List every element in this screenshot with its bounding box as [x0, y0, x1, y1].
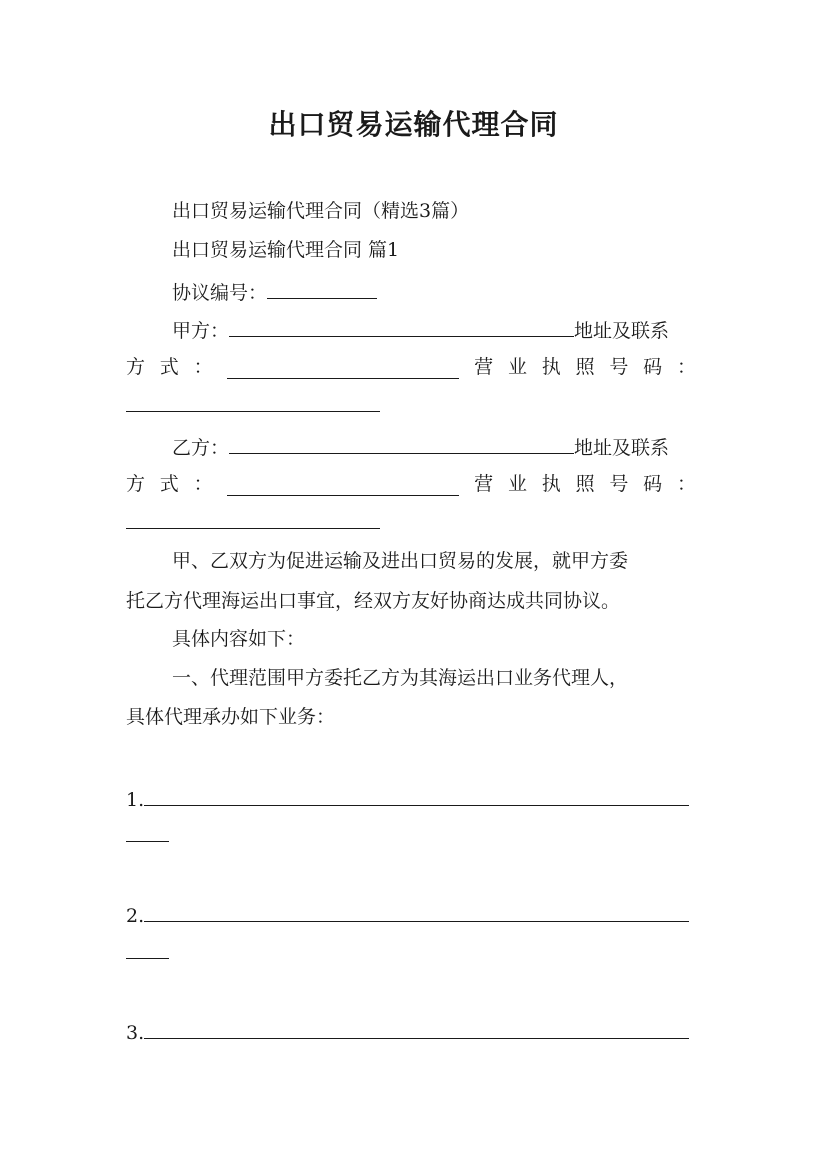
license-char: 执 [541, 356, 561, 378]
item-1-blank-continued [126, 841, 169, 842]
paragraph-line: 甲、乙双方为促进运输及进出口贸易的发展，就甲方委 [172, 550, 629, 572]
contact-char: ： [193, 356, 213, 378]
contact-char: 方 [126, 473, 146, 495]
party-b-blank [229, 433, 574, 454]
agreement-number-blank [267, 278, 377, 299]
item-3-row [126, 1018, 689, 1045]
document-title: 出口贸易运输代理合同 [268, 108, 559, 141]
party-b-label: 乙方： [172, 437, 230, 459]
contact-char: 式 [159, 356, 179, 378]
license-char: 号 [609, 356, 629, 378]
party-b-contact-blank [227, 475, 459, 496]
item-3-number: 3. [126, 1022, 145, 1044]
contact-char: 方 [126, 356, 146, 378]
license-char: 执 [541, 473, 561, 495]
clause-line: 一、代理范围甲方委托乙方为其海运出口业务代理人， [172, 667, 629, 689]
part-heading: 出口贸易运输代理合同 篇1 [172, 239, 400, 261]
license-char: 营 [474, 473, 494, 495]
item-2-row [126, 901, 689, 928]
item-1-row [126, 785, 689, 812]
license-char: 号 [609, 473, 629, 495]
license-char: ： [676, 473, 696, 495]
party-b-contact-row [126, 472, 696, 496]
party-b-address-contact: 地址及联系 [574, 437, 670, 459]
license-char: 业 [507, 356, 527, 378]
license-char: 照 [575, 356, 595, 378]
party-b-license-blank [126, 528, 380, 529]
contact-char: 式 [159, 473, 179, 495]
party-a-row [172, 316, 669, 343]
license-char: 照 [575, 473, 595, 495]
party-a-label: 甲方： [172, 320, 230, 342]
subtitle: 出口贸易运输代理合同（精选3篇） [172, 200, 470, 222]
paragraph: 具体内容如下： [172, 628, 306, 650]
party-a-license-blank [126, 411, 380, 412]
agreement-number-label: 协议编号： [172, 282, 268, 304]
paragraph-line: 托乙方代理海运出口事宜，经双方友好协商达成共同协议。 [126, 590, 621, 612]
license-char: 营 [474, 356, 494, 378]
agreement-number-row [172, 278, 377, 305]
item-1-blank [144, 785, 689, 806]
contact-char: ： [193, 473, 213, 495]
license-char: 码 [643, 356, 663, 378]
item-2-blank [144, 901, 689, 922]
party-a-contact-row [126, 355, 696, 379]
license-char: 业 [507, 473, 527, 495]
item-2-number: 2. [126, 905, 145, 927]
item-1-number: 1. [126, 789, 145, 811]
party-a-address-contact: 地址及联系 [574, 320, 670, 342]
license-char: ： [676, 356, 696, 378]
item-2-blank-continued [126, 958, 169, 959]
party-a-blank [229, 316, 574, 337]
item-3-blank [144, 1018, 689, 1039]
license-char: 码 [643, 473, 663, 495]
party-a-contact-blank [227, 358, 459, 379]
party-b-row [172, 433, 669, 460]
clause-line: 具体代理承办如下业务： [126, 706, 336, 728]
